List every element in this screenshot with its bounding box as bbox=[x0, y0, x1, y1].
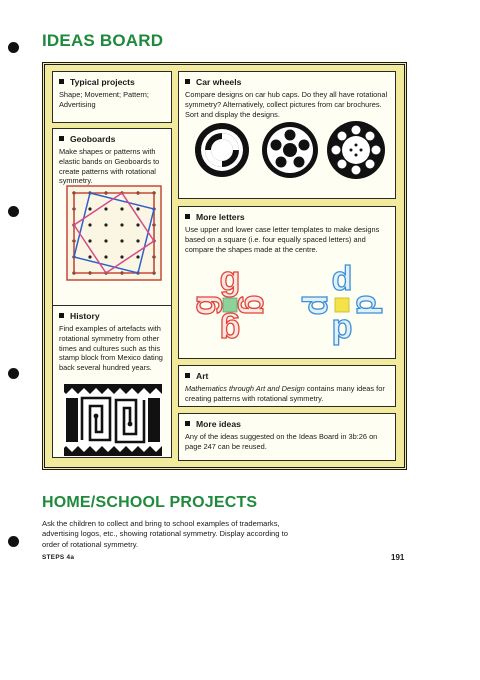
square-bullet-icon bbox=[185, 373, 190, 378]
blue-centre-square bbox=[335, 298, 349, 312]
binder-hole-lower bbox=[8, 368, 19, 379]
geoboards-text: Make shapes or patterns with elastic bands on Geoboards to create patterns with rotational symmetry. bbox=[59, 147, 160, 186]
blue-letter-bottom: d bbox=[331, 312, 353, 350]
page-number: 191 bbox=[391, 553, 405, 562]
square-bullet-icon bbox=[185, 421, 190, 426]
hub-caps-illustration bbox=[190, 114, 386, 186]
binder-hole-top bbox=[8, 42, 19, 53]
car-wheels-heading bbox=[185, 77, 389, 87]
art-heading bbox=[185, 371, 389, 381]
history-card bbox=[52, 305, 172, 458]
red-letter-bottom: g bbox=[219, 312, 241, 350]
geoboard-pin bbox=[136, 255, 139, 258]
car-wheels-text: Compare designs on car hub caps. Do they all have rotational symmetry? Alternatively, collect pictures from car brochures. Sort and display the designs. bbox=[185, 90, 388, 119]
art-text bbox=[185, 384, 389, 404]
hub-cap-eight-holes bbox=[327, 121, 385, 179]
geoboard-pin bbox=[120, 255, 123, 258]
red-letter-top: g bbox=[219, 260, 241, 298]
binder-hole-bottom bbox=[8, 536, 19, 547]
geoboard-pin bbox=[88, 255, 91, 258]
geoboard-pin bbox=[104, 255, 107, 258]
geoboard-pin bbox=[120, 239, 123, 242]
red-centre-square bbox=[223, 298, 237, 312]
hub-cap-five-holes bbox=[262, 122, 318, 178]
history-heading-text: History bbox=[70, 311, 100, 321]
geoboard-pin bbox=[120, 207, 123, 210]
art-heading-text: Art bbox=[196, 371, 209, 381]
blue-letter-right: d bbox=[349, 294, 387, 316]
geoboard-pin bbox=[120, 223, 123, 226]
geoboard-illustration bbox=[66, 185, 162, 281]
typical-projects-heading-text: Typical projects bbox=[70, 77, 135, 87]
geoboard-pin bbox=[104, 207, 107, 210]
blue-letter-top: d bbox=[331, 260, 353, 298]
square-bullet-icon bbox=[59, 313, 64, 318]
more-ideas-card bbox=[178, 413, 396, 461]
square-bullet-icon bbox=[185, 79, 190, 84]
binder-hole-middle bbox=[8, 206, 19, 217]
art-text-rest: contains many ideas for creating patterns with rotational symmetry. bbox=[185, 384, 385, 403]
red-letter-left: g bbox=[185, 294, 223, 316]
car-wheels-card bbox=[178, 71, 396, 199]
typical-projects-card bbox=[52, 71, 172, 123]
square-bullet-icon bbox=[59, 136, 64, 141]
art-card bbox=[178, 365, 396, 407]
geoboard-pin bbox=[104, 239, 107, 242]
more-letters-heading bbox=[185, 212, 389, 222]
red-letter-right: g bbox=[237, 294, 275, 316]
more-letters-text: Use upper and lower case letter templates to make designs based on a square (i.e. four equally spaced letters) and compare the shapes made at the centre. bbox=[185, 225, 380, 254]
typical-projects-heading bbox=[59, 77, 165, 87]
geoboards-heading bbox=[59, 134, 165, 144]
car-wheels-heading-text: Car wheels bbox=[196, 77, 242, 87]
art-book-title: Mathematics through Art and Design bbox=[185, 384, 305, 393]
letter-rotation-illustration bbox=[182, 255, 394, 355]
geoboard-pin bbox=[104, 223, 107, 226]
more-ideas-heading-text: More ideas bbox=[196, 419, 241, 429]
more-ideas-heading bbox=[185, 419, 389, 429]
geoboard-pin bbox=[88, 223, 91, 226]
more-letters-heading-text: More letters bbox=[196, 212, 245, 222]
history-heading bbox=[59, 311, 165, 321]
square-bullet-icon bbox=[185, 214, 190, 219]
hub-cap-swirl bbox=[195, 123, 249, 177]
ideas-board bbox=[42, 62, 407, 470]
square-bullet-icon bbox=[59, 79, 64, 84]
footer-section-label: STEPS 4a bbox=[42, 554, 75, 561]
more-letters-card bbox=[178, 206, 396, 359]
typical-projects-text: Shape; Movement; Pattern; Advertising bbox=[59, 90, 149, 109]
geoboard-pin bbox=[88, 207, 91, 210]
ideas-board-title: IDEAS BOARD bbox=[42, 31, 164, 50]
geoboard-pin bbox=[136, 223, 139, 226]
more-ideas-text: Any of the ideas suggested on the Ideas Board in 3b:26 on page 247 can be reused. bbox=[185, 432, 378, 451]
geoboards-heading-text: Geoboards bbox=[70, 134, 116, 144]
history-text: Find examples of artefacts with rotational symmetry from other times and cultures such as this stamp block from Mexico dating back several hundred years. bbox=[59, 324, 163, 373]
geoboard-pin bbox=[136, 207, 139, 210]
blue-letter-left: d bbox=[297, 294, 335, 316]
mexican-stamp-block-illustration bbox=[64, 384, 162, 456]
geoboard-pin bbox=[136, 239, 139, 242]
home-school-projects-title: HOME/SCHOOL PROJECTS bbox=[42, 494, 258, 511]
home-school-projects-text: Ask the children to collect and bring to school examples of trademarks, advertising logos, etc., showing rotational symmetry. Display according to order of rotational symmetry. bbox=[42, 519, 288, 549]
geoboard-pin bbox=[88, 239, 91, 242]
